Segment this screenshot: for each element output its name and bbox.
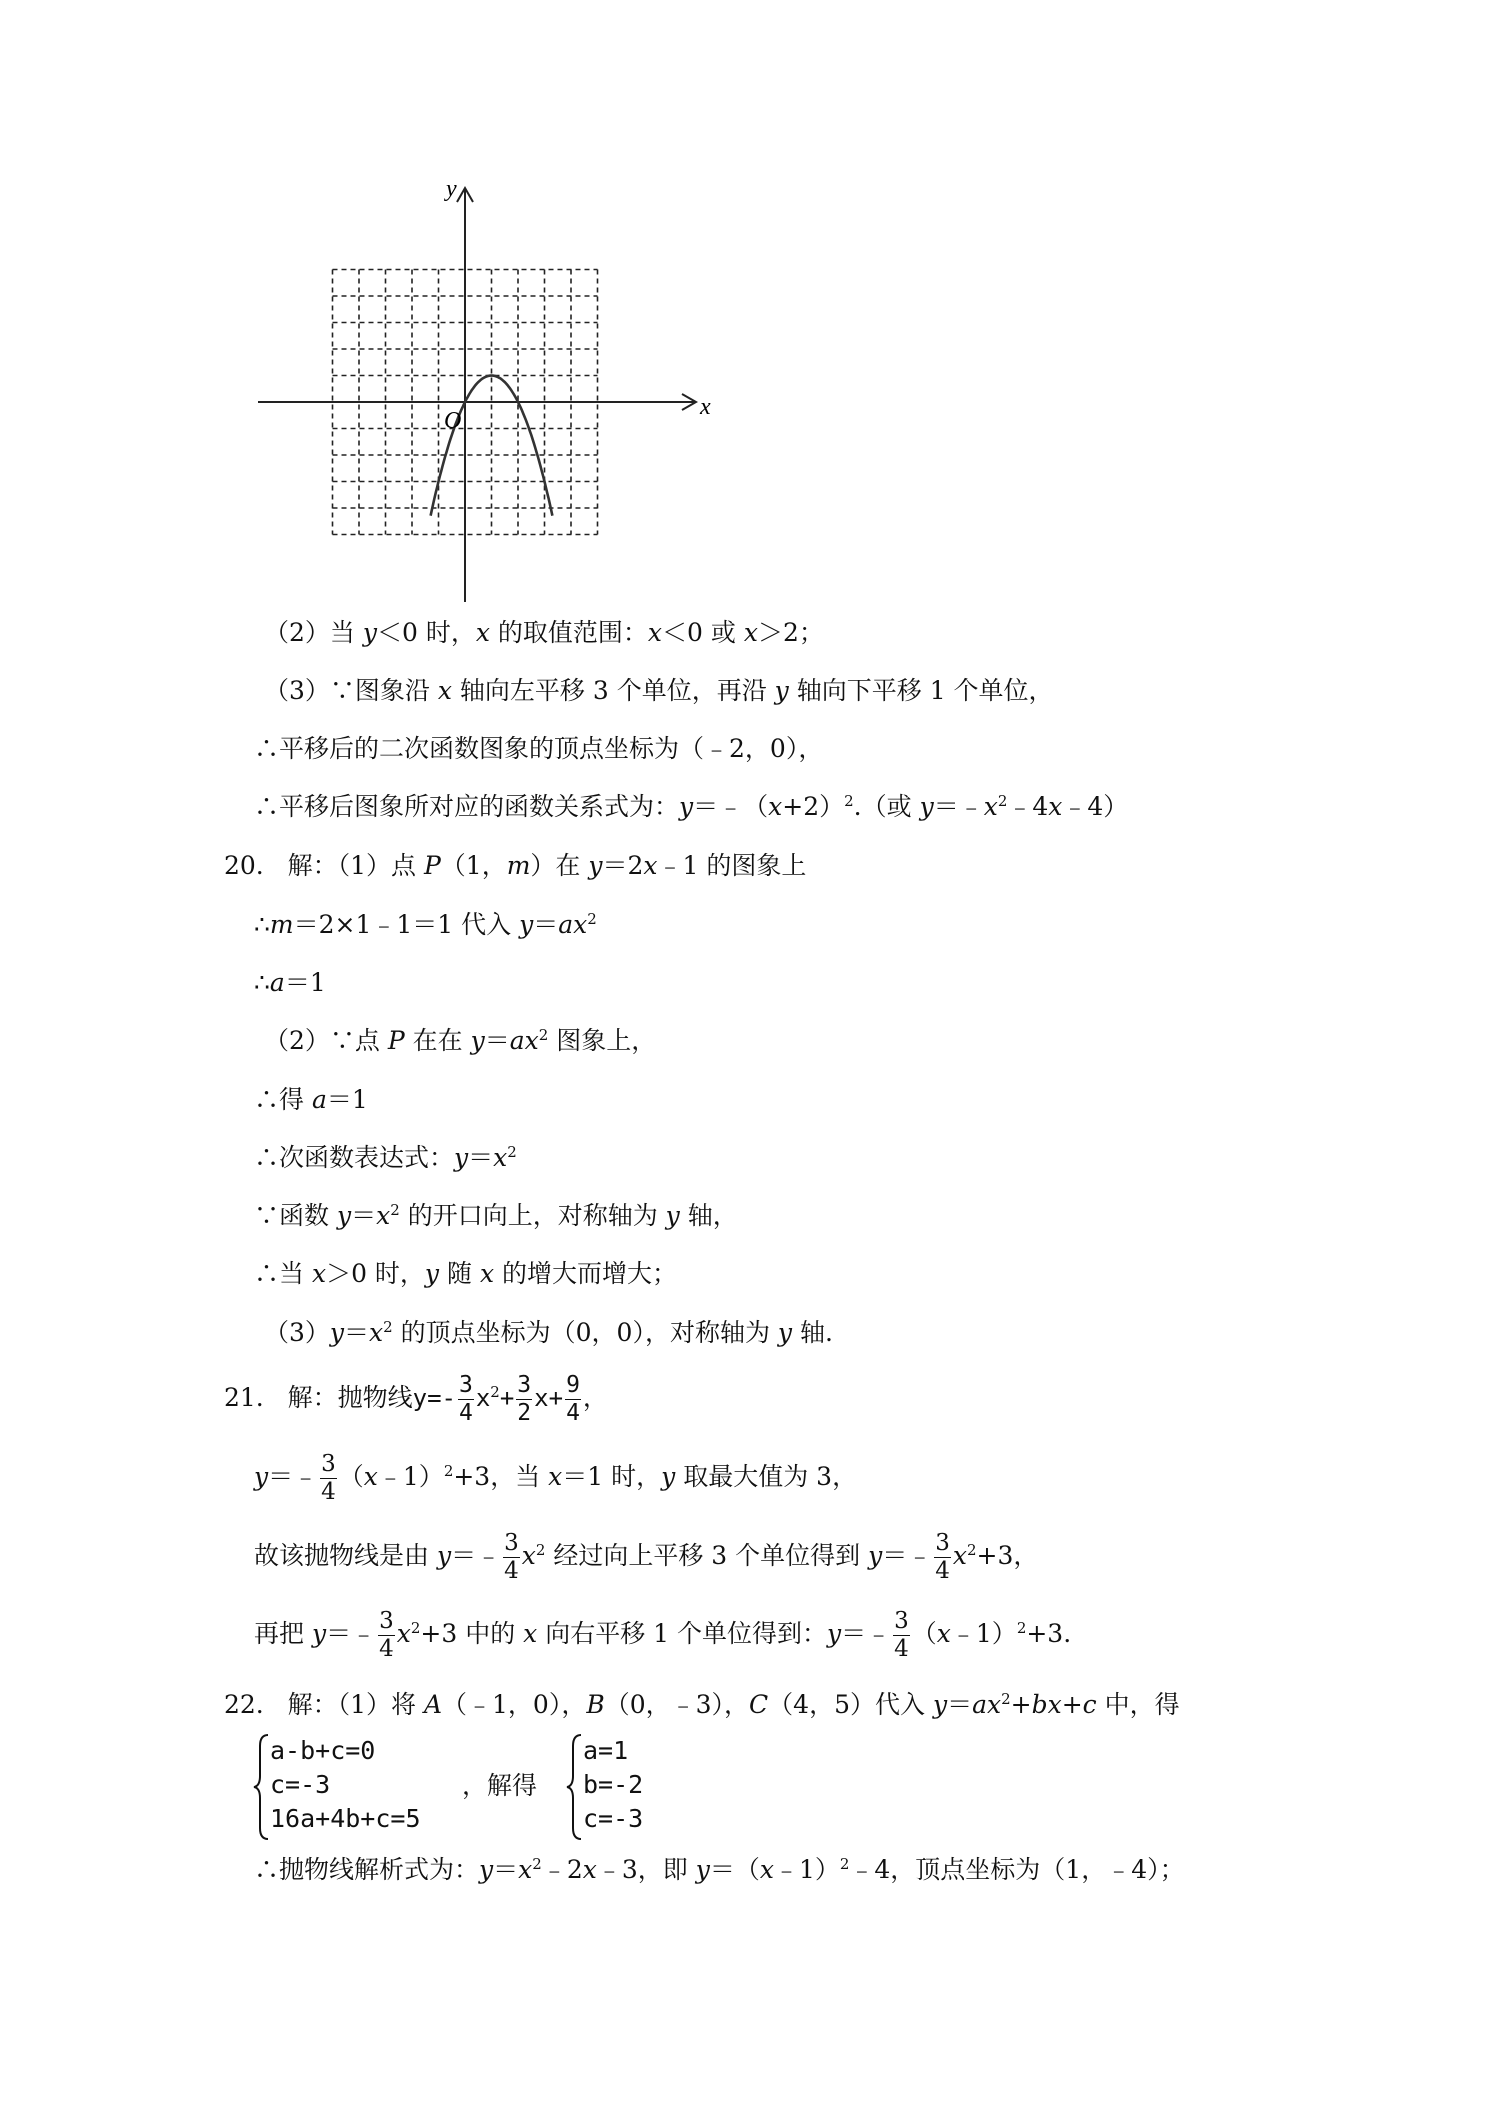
left-brace-2 [565, 1732, 585, 1842]
left-brace-1 [252, 1732, 272, 1842]
x-axis-label: x [700, 394, 711, 420]
question-21: 21. 解：抛物线y=- $\frac{3}{4}$ $x^2+$ $\frac{3}{2}$ x+ $\frac{9}{4}$ ， [224, 1372, 608, 1426]
answer-20-opening: ∵函数 $y=x^2$ 的开口向上，对称轴为 y 轴， [254, 1201, 738, 1230]
answer-20-a: ∴a＝1 [254, 968, 326, 997]
answer-21-shift-up: 故该抛物线是由 y＝﹣ $\frac{3}{4}$ $x^2$ 经过向上平移 3 个单位得到 y＝﹣ $\frac{3}{4}$ $x^2+3$， [254, 1530, 1039, 1584]
answer-19-function: ∴平移后图象所对应的函数关系式为：$y=﹣(x+2)^2$.（或 $y=﹣x^2﹣4x﹣4$） [254, 792, 1129, 821]
answer-22-parabola: ∴抛物线解析式为：$y=x^2﹣2x﹣3$，即 y＝（x﹣1）$^2$﹣4，顶点坐标为（1，﹣4）； [254, 1855, 1185, 1884]
answer-21-shift-right: 再把 y＝﹣ $\frac{3}{4}$ $x^2+3$ 中的 x 向右平移 1 个单位得到：y＝﹣ $\frac{3}{4}$ （x﹣1）$^2$+3. [254, 1608, 1072, 1662]
answer-19-part3: （3）∵图象沿 x 轴向左平移 3 个单位，再沿 y 轴向下平移 1 个单位， [264, 676, 1054, 705]
answer-20-increase: ∴当 x＞0 时，y 随 x 的增大而增大； [254, 1259, 678, 1288]
question-20: 20. 解：（1）点 P（1，m）在 y＝2x﹣1 的图象上 [224, 851, 807, 880]
answer-19-part2: （2）当 y＜0 时，x 的取值范围：x＜0 或 x＞2； [264, 618, 824, 647]
answer-20-part2: （2）∵点 P 在在 $y=ax^2$ 图象上， [264, 1026, 657, 1055]
solution-system: a=1 b=-2 c=-3 [583, 1736, 644, 1833]
answer-20-part3: $(3)y=x^2$ 的顶点坐标为（0，0），对称轴为 y 轴. [264, 1318, 833, 1347]
answer-21-vertex-form: y＝﹣ $\frac{3}{4}$ （x﹣1）$^2$+3，当 x＝1 时，y 取最大值为 3， [254, 1451, 858, 1505]
solve-label: ，解得 [462, 1771, 538, 1800]
answer-20-get-a: ∴得 a＝1 [254, 1085, 368, 1114]
origin-label: O [444, 408, 462, 434]
answer-20-m: ∴m＝2×1﹣1＝1 代入 $y=ax^2$ [254, 910, 597, 939]
y-axis-label: y [446, 176, 457, 202]
equation-system: a-b+c=0 c=-3 16a+4b+c=5 [270, 1736, 421, 1833]
parabola-graph [250, 170, 720, 610]
answer-20-expression: ∴次函数表达式：$y=x^2$ [254, 1143, 517, 1172]
answer-19-vertex: ∴平移后的二次函数图象的顶点坐标为（﹣2，0）， [254, 734, 824, 763]
question-22: 22. 解：（1）将 A（﹣1，0），B（0，﹣3），C（4，5）代入 $y=ax^2+bx+c$ 中，得 [224, 1690, 1180, 1719]
